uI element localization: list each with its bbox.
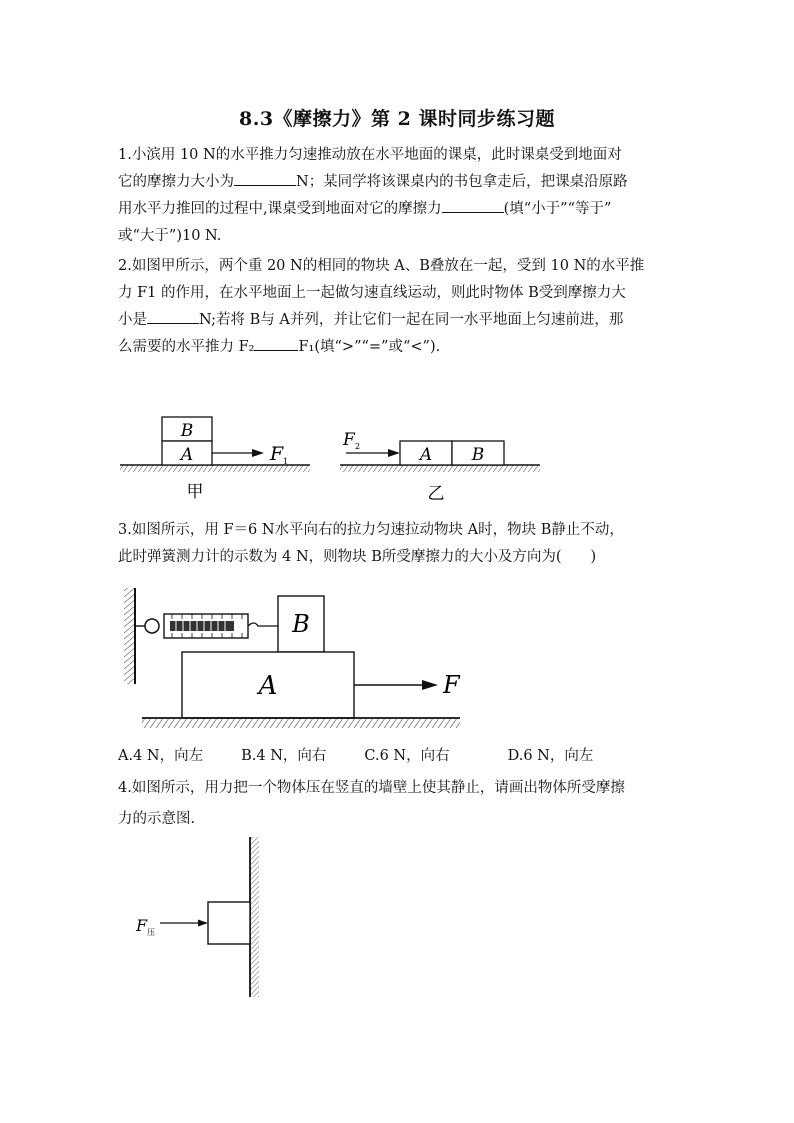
- q4-figure: [130, 835, 280, 1005]
- force-f1-arrowhead: [252, 449, 264, 457]
- press-force-subscript: 压: [147, 928, 155, 937]
- label-block-a: A: [258, 671, 278, 701]
- wall-hatch: [124, 588, 134, 684]
- q4-line2: 力的示意图.: [118, 811, 196, 827]
- q1-line3-a: 用水平力推回的过程中,课桌受到地面对它的摩擦力: [118, 201, 442, 217]
- q1-line4: 或“大于”)10 N.: [118, 228, 222, 244]
- label-b-stacked: B: [180, 421, 194, 441]
- force-f-arrowhead: [422, 680, 438, 690]
- label-b-side: B: [471, 445, 485, 465]
- q1-line3-b: (填“小于”“等于”: [503, 201, 612, 217]
- q2-line3-b: N;若将 B与 A并列，并让它们一起在同一水平地面上匀速前进，那: [199, 312, 624, 328]
- q3-option-a[interactable]: A.4 N，向左: [118, 748, 204, 764]
- force-f2-arrowhead: [388, 449, 400, 457]
- q1-blank-1[interactable]: [234, 169, 296, 186]
- q2-blank-1[interactable]: [147, 307, 199, 324]
- q2-line4-b: F₁(填“>”“=”或“<”).: [298, 339, 441, 355]
- q3-line1: 3.如图所示，用 F＝6 N水平向右的拉力匀速拉动物块 A时，物块 B静止不动，: [118, 522, 624, 538]
- q3-figure: [120, 582, 480, 732]
- q1-blank-2[interactable]: [442, 196, 504, 213]
- label-a-stacked: A: [180, 445, 194, 465]
- force-f2-subscript: 2: [355, 442, 361, 451]
- q1-line2: [118, 169, 688, 196]
- q2-blank-2[interactable]: [254, 334, 298, 351]
- q3-options: [118, 743, 688, 770]
- force-f1-label: F: [270, 443, 284, 465]
- press-force-label: F: [136, 916, 148, 935]
- q2-line4-a: 么需要的水平推力 F₂: [118, 339, 255, 355]
- q2-figure: [110, 405, 570, 505]
- pressed-object: [208, 902, 250, 944]
- ground-hatch-left: [120, 465, 310, 472]
- q2-line3-a: 小是: [118, 312, 147, 328]
- force-f1-subscript: 1: [283, 457, 289, 466]
- force-f-label: F: [443, 671, 460, 699]
- label-block-b: B: [292, 610, 310, 638]
- force-f2-label: F: [343, 430, 355, 450]
- q2-line2: 力 F1 的作用，在水平地面上一起做匀速直线运动，则此时物体 B受到摩擦力大: [118, 285, 626, 301]
- ground-hatch-right: [340, 465, 540, 472]
- q1-line2-b: N；某同学将该课桌内的书包拿走后，把课桌沿原路: [296, 174, 628, 190]
- scale-hook-right: [248, 623, 278, 626]
- q2-line4: [118, 334, 688, 361]
- wall-hatch-q4: [250, 837, 259, 997]
- press-force-arrowhead: [198, 920, 208, 927]
- page-title: 8.3《摩擦力》第 2 课时同步练习题: [238, 108, 555, 130]
- scale-spring: [170, 621, 234, 631]
- caption-jia: 甲: [186, 482, 204, 502]
- q3-line2: 此时弹簧测力计的示数为 4 N，则物块 B所受摩擦力的大小及方向为( ): [118, 549, 597, 565]
- q3-option-c[interactable]: C.6 N，向右: [364, 748, 450, 764]
- q2-line1: 2.如图甲所示，两个重 20 N的相同的物块 A、B叠放在一起，受到 10 N的水平推: [118, 258, 645, 274]
- q1-line2-a: 它的摩擦力大小为: [118, 174, 234, 190]
- q1-line3: [118, 196, 688, 223]
- q1-line1: 1.小滨用 10 N的水平推力匀速推动放在水平地面的课桌，此时课桌受到地面对: [118, 147, 622, 163]
- q3-option-d[interactable]: D.6 N，向左: [507, 748, 594, 764]
- scale-ring: [145, 619, 159, 633]
- q4-line1: 4.如图所示，用力把一个物体压在竖直的墙壁上使其静止，请画出物体所受摩擦: [118, 780, 625, 796]
- q2-line3: [118, 307, 688, 334]
- label-a-side: A: [419, 445, 433, 465]
- q3-option-b[interactable]: B.4 N，向右: [241, 748, 327, 764]
- caption-yi: 乙: [427, 484, 445, 504]
- ground-hatch: [142, 719, 460, 728]
